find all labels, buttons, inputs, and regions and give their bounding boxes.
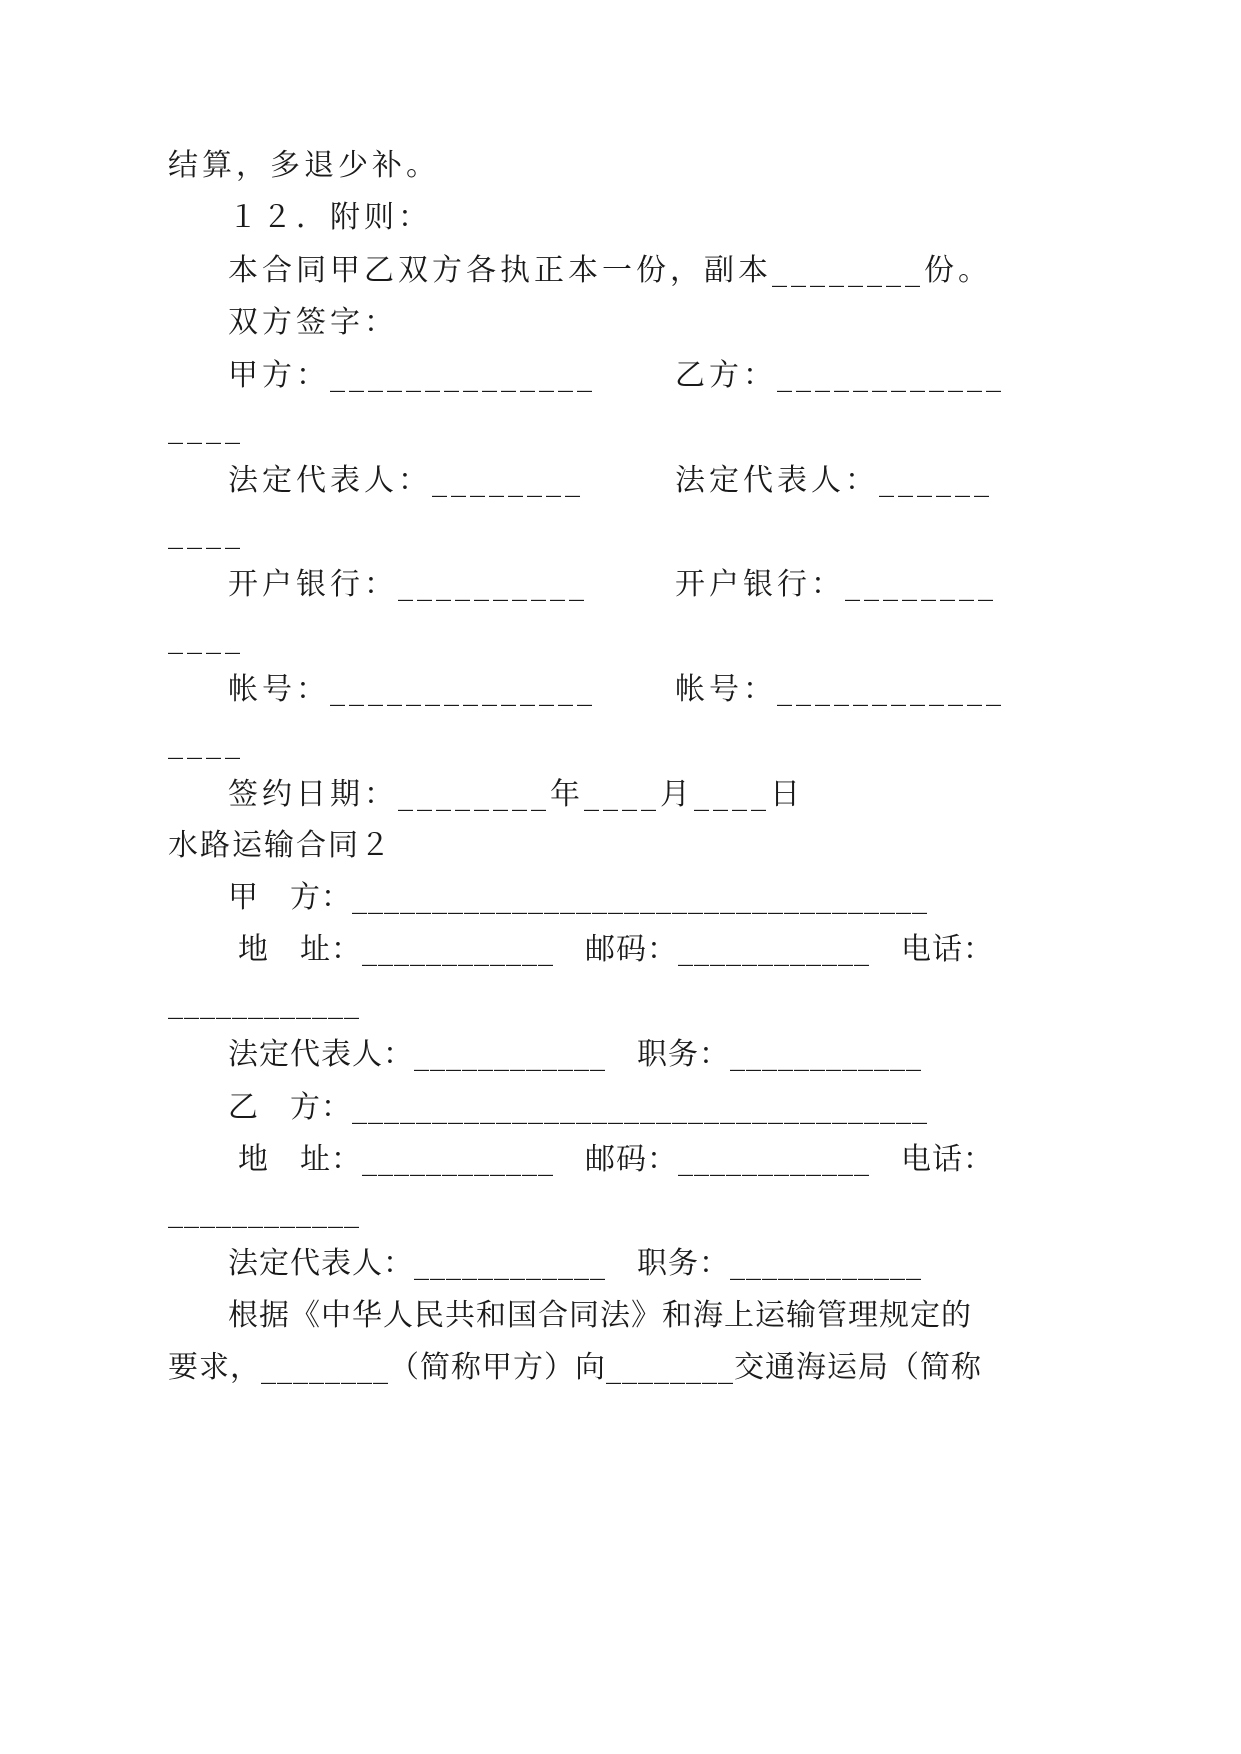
party-b-address-line: 地 址：____________ 邮码：____________ 电话： xyxy=(238,1142,994,1177)
bank-line-continuation: ____ xyxy=(168,620,244,655)
party-b-account-line: 帐号：____________ xyxy=(675,672,1005,707)
party-b-signature-line: 乙方：____________ xyxy=(675,358,1005,393)
party-b-phone-blank: ____________ xyxy=(168,1194,360,1229)
party-a-rep-title-line: 法定代表人：____________ 职务：____________ xyxy=(228,1037,922,1072)
signature-line-continuation: ____ xyxy=(168,410,244,445)
contract-2-title: 水路运输合同２ xyxy=(168,828,392,863)
party-a-name-line: 甲 方：____________________________________ xyxy=(228,880,928,915)
closing-text-line: 结算，多退少补。 xyxy=(168,148,440,183)
signature-heading: 双方签字： xyxy=(228,305,398,340)
party-b-legal-rep-line: 法定代表人：______ xyxy=(675,463,993,498)
copies-clause: 本合同甲乙双方各执正本一份，副本________份。 xyxy=(228,253,992,288)
body-paragraph-line-1: 根据《中华人民共和国合同法》和海上运输管理规定的 xyxy=(228,1298,972,1333)
account-line-continuation: ____ xyxy=(168,725,244,760)
party-a-signature-line: 甲方：______________ xyxy=(228,358,596,393)
legal-rep-line-continuation: ____ xyxy=(168,515,244,550)
party-a-address-line: 地 址：____________ 邮码：____________ 电话： xyxy=(238,932,994,967)
party-a-bank-line: 开户银行：__________ xyxy=(228,567,588,602)
party-a-legal-rep-line: 法定代表人：________ xyxy=(228,463,584,498)
party-a-phone-blank: ____________ xyxy=(168,985,360,1020)
party-b-rep-title-line: 法定代表人：____________ 职务：____________ xyxy=(228,1246,922,1281)
section-heading-appendix: １２．附则： xyxy=(228,200,432,235)
signing-date-line: 签约日期：________年____月____日 xyxy=(228,777,804,812)
party-a-account-line: 帐号：______________ xyxy=(228,672,596,707)
body-paragraph-line-2: 要求，________（简称甲方）向________交通海运局（简称 xyxy=(168,1350,982,1385)
party-b-bank-line: 开户银行：________ xyxy=(675,567,997,602)
party-b-name-line: 乙 方：____________________________________ xyxy=(228,1090,928,1125)
